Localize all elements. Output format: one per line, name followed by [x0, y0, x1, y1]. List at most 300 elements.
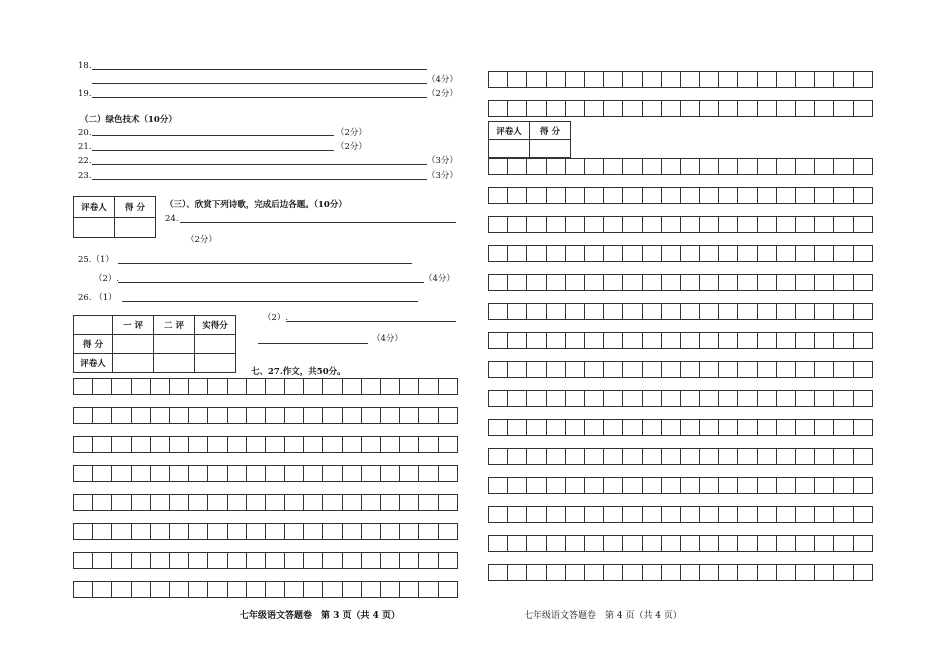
essay-grid-cell[interactable] [285, 407, 304, 424]
essay-grid-row[interactable] [73, 436, 458, 453]
essay-grid-cell[interactable] [854, 535, 873, 552]
essay-grid-row[interactable] [488, 71, 873, 88]
essay-grid-cell[interactable] [362, 494, 381, 511]
essay-grid-cell[interactable] [508, 245, 527, 262]
essay-grid-cell[interactable] [700, 535, 719, 552]
essay-grid-cell[interactable] [719, 390, 738, 407]
essay-grid-cell[interactable] [508, 535, 527, 552]
essay-grid-cell[interactable] [815, 390, 834, 407]
essay-grid-cell[interactable] [566, 506, 585, 523]
essay-grid-cell[interactable] [796, 535, 815, 552]
essay-grid-cell[interactable] [285, 523, 304, 540]
essay-grid-cell[interactable] [527, 332, 546, 349]
essay-grid-cell[interactable] [527, 71, 546, 88]
essay-grid-cell[interactable] [643, 274, 662, 291]
essay-grid-cell[interactable] [93, 436, 112, 453]
essay-grid-cell[interactable] [643, 303, 662, 320]
essay-grid-cell[interactable] [566, 419, 585, 436]
essay-grid-cell[interactable] [547, 332, 566, 349]
essay-grid-cell[interactable] [508, 564, 527, 581]
essay-grid-cell[interactable] [419, 378, 438, 395]
essay-grid-cell[interactable] [585, 216, 604, 233]
essay-grid-cell[interactable] [719, 274, 738, 291]
essay-grid-cell[interactable] [508, 506, 527, 523]
essay-grid-cell[interactable] [700, 274, 719, 291]
essay-grid-cell[interactable] [777, 477, 796, 494]
essay-grid-cell[interactable] [304, 465, 323, 482]
essay-grid-cell[interactable] [439, 552, 458, 569]
essay-grid-cell[interactable] [834, 564, 853, 581]
essay-grid-cell[interactable] [585, 390, 604, 407]
essay-grid-cell[interactable] [662, 158, 681, 175]
essay-grid-cell[interactable] [758, 100, 777, 117]
essay-grid-cell[interactable] [566, 216, 585, 233]
essay-grid-cell[interactable] [662, 390, 681, 407]
essay-grid-cell[interactable] [796, 274, 815, 291]
essay-grid-cell[interactable] [508, 100, 527, 117]
essay-grid-cell[interactable] [343, 581, 362, 598]
essay-grid-cell[interactable] [834, 361, 853, 378]
essay-grid-cell[interactable] [489, 245, 508, 262]
essay-grid-cell[interactable] [508, 477, 527, 494]
essay-grid-cell[interactable] [623, 390, 642, 407]
essay-grid-cell[interactable] [585, 477, 604, 494]
essay-grid-cell[interactable] [738, 535, 757, 552]
essay-grid-cell[interactable] [681, 506, 700, 523]
essay-grid-cell[interactable] [738, 361, 757, 378]
q20-answer-line[interactable] [92, 135, 334, 136]
essay-grid-cell[interactable] [681, 303, 700, 320]
essay-grid-cell[interactable] [681, 535, 700, 552]
essay-grid-cell[interactable] [738, 506, 757, 523]
essay-grid-cell[interactable] [547, 71, 566, 88]
essay-grid-cell[interactable] [815, 564, 834, 581]
essay-grid-cell[interactable] [547, 216, 566, 233]
essay-grid-cell[interactable] [74, 552, 93, 569]
essay-grid-cell[interactable] [719, 245, 738, 262]
essay-grid-cell[interactable] [758, 71, 777, 88]
essay-grid-cell[interactable] [758, 303, 777, 320]
essay-grid-cell[interactable] [777, 274, 796, 291]
essay-grid-cell[interactable] [323, 436, 342, 453]
essay-grid-cell[interactable] [604, 216, 623, 233]
essay-grid-cell[interactable] [132, 378, 151, 395]
essay-grid-cell[interactable] [489, 390, 508, 407]
essay-grid-cell[interactable] [777, 187, 796, 204]
essay-grid-cell[interactable] [489, 361, 508, 378]
essay-grid-cell[interactable] [834, 419, 853, 436]
essay-grid-cell[interactable] [74, 494, 93, 511]
essay-grid-cell[interactable] [527, 564, 546, 581]
essay-grid-cell[interactable] [527, 245, 546, 262]
essay-grid-cell[interactable] [604, 71, 623, 88]
essay-grid-cell[interactable] [758, 535, 777, 552]
essay-grid-cell[interactable] [362, 378, 381, 395]
essay-grid-cell[interactable] [547, 390, 566, 407]
essay-grid-cell[interactable] [815, 332, 834, 349]
essay-grid-cell[interactable] [585, 303, 604, 320]
review-cell[interactable] [154, 335, 195, 354]
essay-grid-cell[interactable] [362, 581, 381, 598]
essay-grid-cell[interactable] [834, 535, 853, 552]
essay-grid-cell[interactable] [815, 419, 834, 436]
essay-grid-cell[interactable] [93, 494, 112, 511]
essay-grid-cell[interactable] [738, 187, 757, 204]
score-cell[interactable] [115, 218, 156, 238]
essay-grid-cell[interactable] [343, 407, 362, 424]
essay-grid-cell[interactable] [796, 390, 815, 407]
essay-grid-cell[interactable] [489, 71, 508, 88]
essay-grid-cell[interactable] [758, 274, 777, 291]
essay-grid-cell[interactable] [585, 361, 604, 378]
essay-grid-cell[interactable] [662, 100, 681, 117]
essay-grid-cell[interactable] [189, 523, 208, 540]
essay-grid-cell[interactable] [662, 506, 681, 523]
essay-grid-cell[interactable] [381, 407, 400, 424]
essay-grid-cell[interactable] [247, 494, 266, 511]
essay-grid-cell[interactable] [93, 407, 112, 424]
essay-grid-cell[interactable] [623, 216, 642, 233]
essay-grid-cell[interactable] [419, 552, 438, 569]
essay-grid-cell[interactable] [643, 390, 662, 407]
essay-grid-cell[interactable] [585, 71, 604, 88]
essay-grid-cell[interactable] [758, 390, 777, 407]
essay-grid-cell[interactable] [623, 419, 642, 436]
essay-grid-cell[interactable] [93, 581, 112, 598]
essay-grid-cell[interactable] [758, 477, 777, 494]
essay-grid-cell[interactable] [489, 158, 508, 175]
essay-grid-cell[interactable] [719, 187, 738, 204]
essay-grid-cell[interactable] [662, 187, 681, 204]
q25-2-answer-line[interactable] [118, 282, 424, 283]
essay-grid-cell[interactable] [285, 436, 304, 453]
essay-grid-cell[interactable] [796, 71, 815, 88]
essay-grid-cell[interactable] [381, 494, 400, 511]
essay-grid-cell[interactable] [777, 332, 796, 349]
essay-grid-cell[interactable] [681, 448, 700, 465]
essay-grid-cell[interactable] [489, 448, 508, 465]
essay-grid-cell[interactable] [489, 216, 508, 233]
essay-grid-cell[interactable] [343, 378, 362, 395]
essay-grid-cell[interactable] [623, 71, 642, 88]
essay-grid-cell[interactable] [93, 523, 112, 540]
essay-grid-cell[interactable] [439, 465, 458, 482]
essay-grid-cell[interactable] [362, 552, 381, 569]
essay-grid-cell[interactable] [796, 158, 815, 175]
essay-grid-cell[interactable] [585, 535, 604, 552]
essay-grid-cell[interactable] [738, 158, 757, 175]
essay-grid-cell[interactable] [170, 436, 189, 453]
essay-grid-cell[interactable] [189, 378, 208, 395]
essay-grid-cell[interactable] [323, 552, 342, 569]
essay-grid-cell[interactable] [681, 216, 700, 233]
essay-grid-cell[interactable] [489, 419, 508, 436]
essay-grid-cell[interactable] [585, 448, 604, 465]
essay-grid-cell[interactable] [738, 564, 757, 581]
essay-grid-cell[interactable] [700, 506, 719, 523]
essay-grid-cell[interactable] [439, 494, 458, 511]
essay-grid-cell[interactable] [566, 535, 585, 552]
essay-grid-cell[interactable] [854, 245, 873, 262]
essay-grid-cell[interactable] [662, 71, 681, 88]
essay-grid-cell[interactable] [834, 245, 853, 262]
essay-grid-cell[interactable] [439, 407, 458, 424]
essay-grid-cell[interactable] [623, 448, 642, 465]
essay-grid-cell[interactable] [681, 274, 700, 291]
essay-grid-row[interactable] [488, 477, 873, 494]
essay-grid-cell[interactable] [738, 71, 757, 88]
essay-grid-cell[interactable] [796, 100, 815, 117]
essay-grid-row[interactable] [73, 552, 458, 569]
essay-grid-cell[interactable] [700, 187, 719, 204]
essay-grid-cell[interactable] [585, 419, 604, 436]
essay-grid-cell[interactable] [151, 407, 170, 424]
essay-grid-cell[interactable] [489, 332, 508, 349]
essay-grid-cell[interactable] [815, 506, 834, 523]
essay-grid-cell[interactable] [758, 448, 777, 465]
q25-1-answer-line[interactable] [118, 263, 412, 264]
essay-grid-cell[interactable] [796, 216, 815, 233]
essay-grid-cell[interactable] [208, 436, 227, 453]
essay-grid-cell[interactable] [777, 303, 796, 320]
essay-grid-cell[interactable] [719, 71, 738, 88]
essay-grid-cell[interactable] [566, 477, 585, 494]
essay-grid-cell[interactable] [700, 419, 719, 436]
essay-grid-cell[interactable] [623, 100, 642, 117]
essay-grid-row[interactable] [488, 187, 873, 204]
essay-grid-cell[interactable] [419, 581, 438, 598]
essay-grid-cell[interactable] [758, 506, 777, 523]
essay-grid-cell[interactable] [170, 465, 189, 482]
essay-grid-cell[interactable] [151, 378, 170, 395]
essay-grid-cell[interactable] [719, 506, 738, 523]
review-cell[interactable] [195, 354, 236, 373]
essay-grid-cell[interactable] [719, 477, 738, 494]
essay-grid-cell[interactable] [585, 506, 604, 523]
essay-grid-cell[interactable] [700, 216, 719, 233]
essay-grid-row[interactable] [488, 100, 873, 117]
essay-grid-cell[interactable] [247, 436, 266, 453]
essay-grid-cell[interactable] [681, 71, 700, 88]
essay-grid-cell[interactable] [738, 216, 757, 233]
essay-grid-cell[interactable] [566, 274, 585, 291]
essay-grid-cell[interactable] [662, 216, 681, 233]
essay-grid-cell[interactable] [247, 552, 266, 569]
essay-grid-row[interactable] [73, 378, 458, 395]
essay-grid-cell[interactable] [777, 419, 796, 436]
q18-answer-line-1[interactable] [92, 69, 427, 70]
essay-grid-cell[interactable] [381, 523, 400, 540]
essay-grid-cell[interactable] [566, 245, 585, 262]
essay-grid-cell[interactable] [189, 494, 208, 511]
essay-grid-cell[interactable] [489, 303, 508, 320]
essay-grid-cell[interactable] [777, 506, 796, 523]
essay-grid-cell[interactable] [508, 419, 527, 436]
essay-grid-cell[interactable] [362, 407, 381, 424]
essay-grid-cell[interactable] [777, 71, 796, 88]
essay-grid-cell[interactable] [719, 448, 738, 465]
essay-grid-cell[interactable] [304, 436, 323, 453]
essay-grid-cell[interactable] [623, 477, 642, 494]
essay-grid-cell[interactable] [547, 564, 566, 581]
essay-grid-cell[interactable] [208, 494, 227, 511]
essay-grid-cell[interactable] [719, 419, 738, 436]
essay-grid-cell[interactable] [170, 552, 189, 569]
essay-grid-cell[interactable] [132, 523, 151, 540]
essay-grid-cell[interactable] [566, 332, 585, 349]
essay-grid-cell[interactable] [623, 274, 642, 291]
essay-grid-cell[interactable] [585, 564, 604, 581]
essay-grid-cell[interactable] [777, 158, 796, 175]
essay-grid-cell[interactable] [323, 581, 342, 598]
essay-grid-cell[interactable] [643, 419, 662, 436]
essay-grid-cell[interactable] [719, 535, 738, 552]
essay-grid-cell[interactable] [643, 71, 662, 88]
essay-grid-cell[interactable] [93, 552, 112, 569]
essay-grid-cell[interactable] [700, 100, 719, 117]
essay-grid-cell[interactable] [834, 477, 853, 494]
essay-grid-cell[interactable] [93, 465, 112, 482]
essay-grid-cell[interactable] [643, 100, 662, 117]
essay-grid-cell[interactable] [815, 187, 834, 204]
essay-grid-cell[interactable] [228, 581, 247, 598]
essay-grid-row[interactable] [488, 216, 873, 233]
review-cell[interactable] [154, 354, 195, 373]
essay-grid-cell[interactable] [777, 216, 796, 233]
essay-grid-cell[interactable] [681, 100, 700, 117]
essay-grid-cell[interactable] [796, 187, 815, 204]
essay-grid-cell[interactable] [604, 303, 623, 320]
essay-grid-cell[interactable] [719, 216, 738, 233]
essay-grid-cell[interactable] [112, 523, 131, 540]
essay-grid-cell[interactable] [604, 245, 623, 262]
essay-grid-cell[interactable] [323, 407, 342, 424]
essay-grid-cell[interactable] [834, 71, 853, 88]
essay-grid-cell[interactable] [343, 494, 362, 511]
essay-grid-cell[interactable] [112, 465, 131, 482]
essay-grid-cell[interactable] [854, 158, 873, 175]
essay-grid-cell[interactable] [527, 535, 546, 552]
essay-grid-cell[interactable] [777, 448, 796, 465]
essay-grid-cell[interactable] [547, 245, 566, 262]
essay-grid-cell[interactable] [662, 361, 681, 378]
essay-grid-cell[interactable] [547, 419, 566, 436]
essay-grid-cell[interactable] [132, 465, 151, 482]
essay-grid-cell[interactable] [815, 71, 834, 88]
essay-grid-cell[interactable] [527, 477, 546, 494]
essay-grid-cell[interactable] [815, 100, 834, 117]
essay-grid-cell[interactable] [489, 100, 508, 117]
essay-grid-cell[interactable] [566, 187, 585, 204]
essay-grid-cell[interactable] [719, 564, 738, 581]
essay-grid-cell[interactable] [304, 494, 323, 511]
essay-grid-cell[interactable] [662, 477, 681, 494]
essay-grid-cell[interactable] [381, 552, 400, 569]
essay-grid-row[interactable] [488, 448, 873, 465]
essay-grid-cell[interactable] [381, 465, 400, 482]
essay-grid-cell[interactable] [604, 448, 623, 465]
essay-grid-cell[interactable] [566, 564, 585, 581]
essay-grid-row[interactable] [488, 158, 873, 175]
essay-grid-cell[interactable] [439, 436, 458, 453]
essay-grid-cell[interactable] [815, 303, 834, 320]
essay-grid-cell[interactable] [566, 303, 585, 320]
essay-grid-cell[interactable] [285, 465, 304, 482]
essay-grid-cell[interactable] [112, 494, 131, 511]
essay-grid-cell[interactable] [170, 494, 189, 511]
essay-grid-cell[interactable] [662, 303, 681, 320]
essay-grid-cell[interactable] [304, 581, 323, 598]
essay-grid-cell[interactable] [719, 332, 738, 349]
essay-grid-cell[interactable] [738, 448, 757, 465]
essay-grid-cell[interactable] [796, 564, 815, 581]
essay-grid-cell[interactable] [815, 158, 834, 175]
essay-grid-cell[interactable] [854, 506, 873, 523]
essay-grid-cell[interactable] [758, 245, 777, 262]
essay-grid-cell[interactable] [623, 245, 642, 262]
essay-grid-cell[interactable] [700, 303, 719, 320]
essay-grid-cell[interactable] [208, 523, 227, 540]
essay-grid-cell[interactable] [834, 506, 853, 523]
essay-grid-cell[interactable] [266, 436, 285, 453]
essay-grid-cell[interactable] [228, 465, 247, 482]
review-cell[interactable] [195, 335, 236, 354]
essay-grid-cell[interactable] [304, 407, 323, 424]
essay-grid-row[interactable] [488, 303, 873, 320]
essay-grid-cell[interactable] [132, 436, 151, 453]
essay-grid-cell[interactable] [681, 419, 700, 436]
essay-grid-cell[interactable] [758, 158, 777, 175]
essay-grid-cell[interactable] [112, 436, 131, 453]
essay-grid-cell[interactable] [527, 158, 546, 175]
essay-grid-cell[interactable] [228, 552, 247, 569]
essay-grid-cell[interactable] [738, 274, 757, 291]
essay-grid-cell[interactable] [323, 523, 342, 540]
essay-grid-cell[interactable] [700, 448, 719, 465]
essay-grid-cell[interactable] [489, 535, 508, 552]
essay-grid-cell[interactable] [74, 465, 93, 482]
essay-grid-cell[interactable] [362, 436, 381, 453]
essay-grid-cell[interactable] [643, 216, 662, 233]
essay-grid-cell[interactable] [132, 407, 151, 424]
essay-grid-cell[interactable] [854, 187, 873, 204]
essay-grid-cell[interactable] [623, 506, 642, 523]
essay-grid-cell[interactable] [400, 407, 419, 424]
grader-cell[interactable] [74, 218, 115, 238]
essay-grid-cell[interactable] [662, 274, 681, 291]
essay-grid-cell[interactable] [700, 477, 719, 494]
essay-grid-cell[interactable] [527, 100, 546, 117]
essay-grid-cell[interactable] [266, 494, 285, 511]
essay-grid-cell[interactable] [777, 564, 796, 581]
essay-grid-cell[interactable] [547, 100, 566, 117]
essay-grid-cell[interactable] [604, 274, 623, 291]
essay-grid-row[interactable] [73, 494, 458, 511]
essay-grid-cell[interactable] [585, 274, 604, 291]
essay-grid-cell[interactable] [93, 378, 112, 395]
essay-grid-cell[interactable] [151, 436, 170, 453]
essay-grid-cell[interactable] [796, 303, 815, 320]
essay-grid-cell[interactable] [285, 552, 304, 569]
essay-grid-cell[interactable] [643, 477, 662, 494]
essay-grid-cell[interactable] [112, 581, 131, 598]
essay-grid-cell[interactable] [585, 187, 604, 204]
essay-grid-cell[interactable] [151, 494, 170, 511]
essay-grid-cell[interactable] [566, 448, 585, 465]
essay-grid-cell[interactable] [527, 187, 546, 204]
essay-grid-cell[interactable] [796, 419, 815, 436]
essay-grid-cell[interactable] [527, 506, 546, 523]
